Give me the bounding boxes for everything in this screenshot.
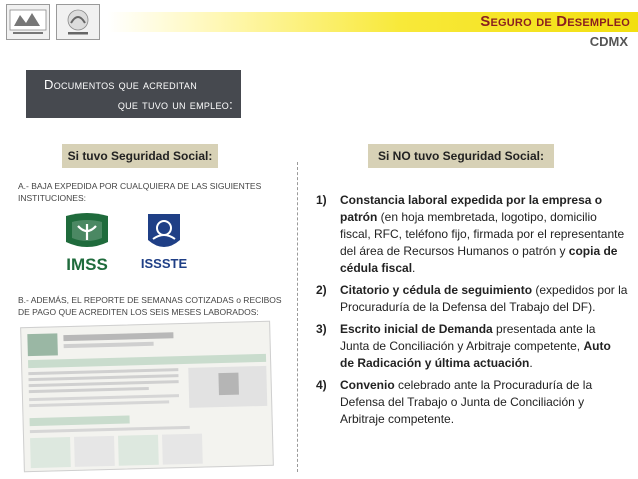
documents-heading-line2: que tuvo un empleo:	[117, 97, 233, 112]
list-item: 3) Escrito inicial de Demanda presentada ante la Junta de Conciliación y Arbitraje competente, Auto de Radicación y última actuación.	[316, 322, 611, 370]
weeks-report-document-image	[20, 321, 274, 472]
list-item-number: 3)	[316, 322, 327, 336]
badge-without-social-security: Si NO tuvo Seguridad Social:	[368, 144, 554, 168]
list-item-number: 1)	[316, 193, 327, 207]
list-item-number: 4)	[316, 378, 327, 392]
page-title: Seguro de Desempleo	[480, 13, 630, 30]
title-bar	[108, 12, 638, 32]
requirements-list	[316, 192, 628, 433]
list-item: 2) Citatorio y cédula de seguimiento (expedidos por la Procuraduría de la Defensa del Trabajo del DF).	[316, 283, 628, 314]
header-logos	[6, 4, 102, 40]
issste-logo	[138, 212, 190, 276]
imss-logo	[58, 212, 116, 276]
badge-with-social-security: Si tuvo Seguridad Social:	[62, 144, 218, 168]
list-item-number: 2)	[316, 283, 327, 297]
documents-heading-box	[26, 70, 241, 118]
section-b-text: B.- ADEMÁS, EL REPORTE DE SEMANAS COTIZADAS o RECIBOS DE PAGO QUE ACREDITEN LOS SEIS MESES LABORADOS:	[18, 295, 282, 317]
imss-logo-text: IMSS	[66, 255, 108, 274]
styfe-logo	[56, 4, 100, 40]
column-divider	[297, 162, 298, 472]
list-item: 1) Constancia laboral expedida por la empresa o patrón (en hoja membretada, logotipo, domicilio fiscal, RFC, teléfono fijo, firmada por el representante del área de Recursos Humanos o patrón y copia de cédula fiscal.	[316, 193, 625, 275]
section-a-text: A.- BAJA EXPEDIDA POR CUALQUIERA DE LAS SIGUIENTES INSTITUCIONES:	[18, 181, 262, 203]
page-subtitle: CDMX	[589, 34, 628, 49]
documents-heading-line1: Documentos que acreditan	[44, 77, 197, 92]
list-item: 4) Convenio celebrado ante la Procuraduría de la Defensa del Trabajo o Junta de Conciliación y Arbitraje competente.	[316, 378, 593, 426]
cdmx-logo	[6, 4, 50, 40]
issste-logo-text: ISSSTE	[140, 256, 188, 271]
